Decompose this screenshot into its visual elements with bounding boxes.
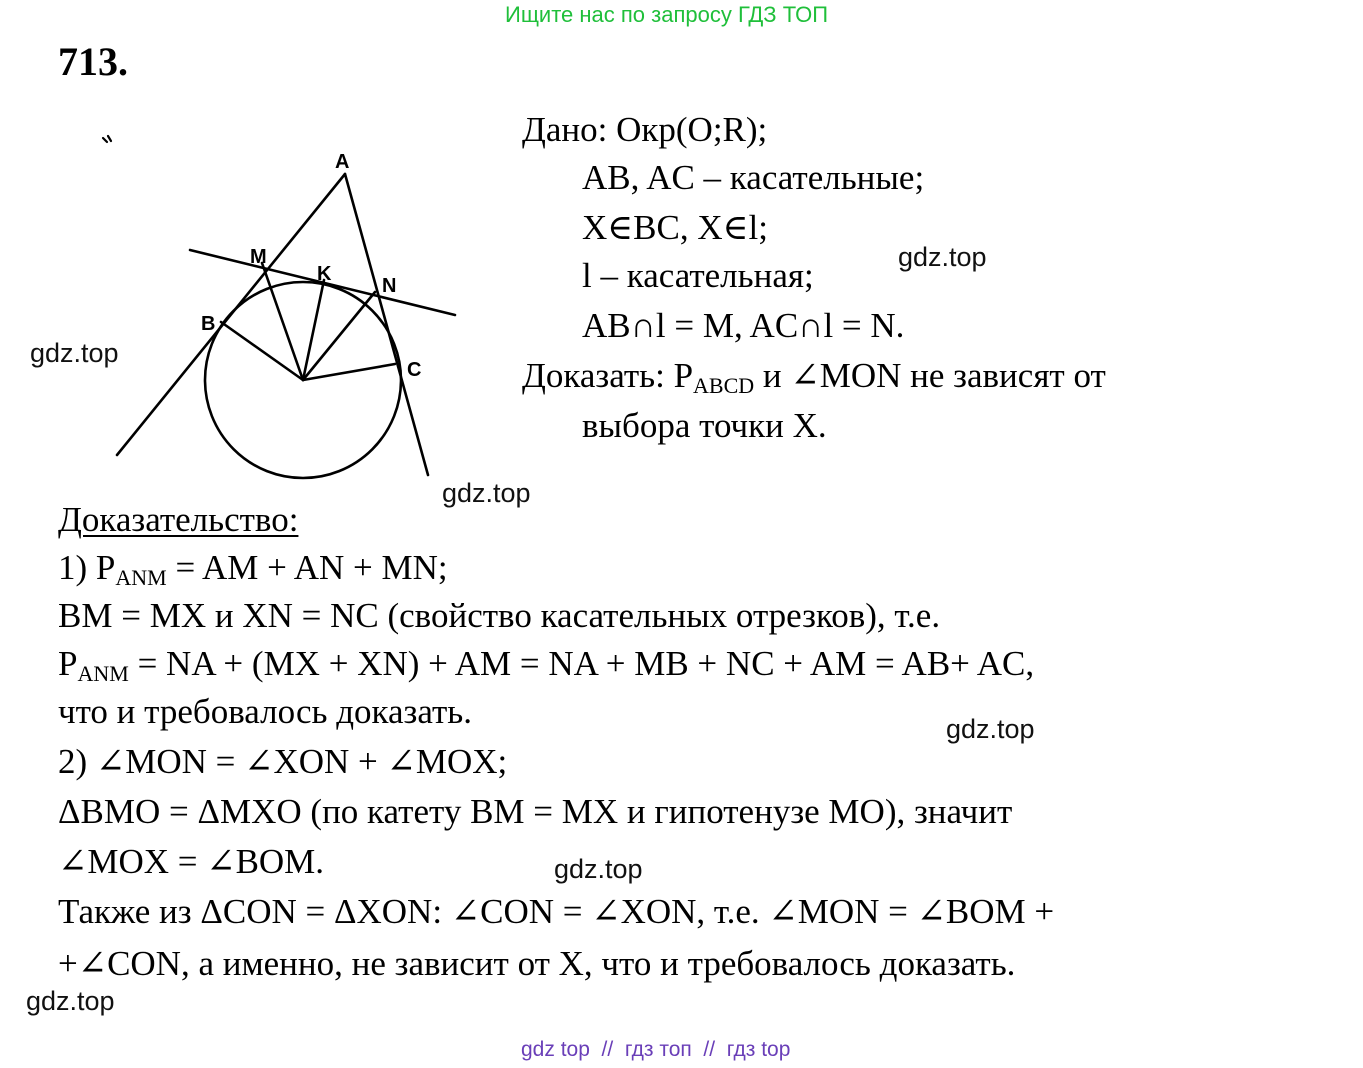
segment-on	[303, 292, 375, 380]
problem-number: 713.	[58, 39, 128, 84]
proof-line-1-subscript: ANM	[115, 565, 167, 590]
proof-line-3	[58, 644, 1035, 686]
tick-mark	[103, 136, 111, 142]
proof-line-4: что и требовалось доказать.	[58, 692, 473, 731]
label-c: C	[407, 359, 422, 381]
prove-line-2: выбора точки X.	[582, 406, 827, 445]
proof-line-1-prefix: 1) P	[58, 548, 116, 587]
given-line-3: X∈BC, X∈l;	[582, 208, 769, 247]
watermark: gdz.top	[30, 338, 119, 368]
prove-suffix: и ∠MON не зависят от	[754, 356, 1106, 395]
proof-line-3-suffix: = NA + (MX + XN) + AM = NA + MB + NC + AM = AB+ AC,	[128, 644, 1035, 683]
label-b: B	[201, 313, 216, 335]
proof-heading: Доказательство:	[58, 500, 299, 539]
proof-line-2: BM = MX и XN = NC (свойство касательных отрезков), т.е.	[58, 596, 941, 635]
geometry-figure	[95, 130, 475, 490]
label-a: A	[335, 151, 350, 173]
watermark: gdz.top	[554, 854, 643, 884]
proof-line-6: ΔBMO = ΔMXO (по катету BM = MX и гипотенузе MO), значит	[58, 792, 1013, 831]
prove-line-1	[522, 356, 1106, 398]
proof-line-9: +∠CON, а именно, не зависит от X, что и требовалось доказать.	[58, 944, 1016, 983]
segment-oc	[303, 364, 395, 380]
segment-ok	[303, 280, 324, 380]
given-line-2: AB, AC – касательные;	[582, 158, 925, 197]
watermark: gdz.top	[898, 242, 987, 272]
proof-line-3-subscript: ANM	[77, 661, 129, 686]
proof-line-1	[58, 548, 448, 590]
proof-line-1-suffix: = AM + AN + MN;	[166, 548, 448, 587]
label-m: M	[250, 246, 267, 268]
watermark: gdz.top	[442, 478, 531, 508]
segment-om	[262, 263, 303, 380]
proof-line-3-prefix: P	[58, 644, 78, 683]
top-banner: Ищите нас по запросу ГДЗ ТОП	[505, 2, 829, 27]
watermark: gdz.top	[946, 714, 1035, 744]
label-k: K	[317, 263, 332, 285]
prove-prefix: Доказать: P	[522, 356, 694, 395]
prove-subscript: ABCD	[693, 373, 755, 398]
tangent-ab	[117, 174, 345, 455]
given-line-4: l – касательная;	[582, 256, 814, 295]
given-line-1: Дано: Окр(O;R);	[522, 110, 768, 149]
segment-ob	[221, 322, 303, 380]
proof-line-5: 2) ∠MON = ∠XON + ∠MOX;	[58, 742, 508, 781]
given-line-5: AB∩l = M, AC∩l = N.	[582, 306, 905, 345]
watermark: gdz.top	[26, 986, 115, 1016]
proof-line-7: ∠MOX = ∠BOM.	[58, 842, 325, 881]
label-n: N	[382, 275, 397, 297]
proof-line-8: Также из ΔCON = ΔXON: ∠CON = ∠XON, т.е. ∠MON = ∠BOM +	[58, 892, 1055, 931]
footer-links[interactable]: gdz top // гдз топ // гдз top	[521, 1038, 791, 1061]
